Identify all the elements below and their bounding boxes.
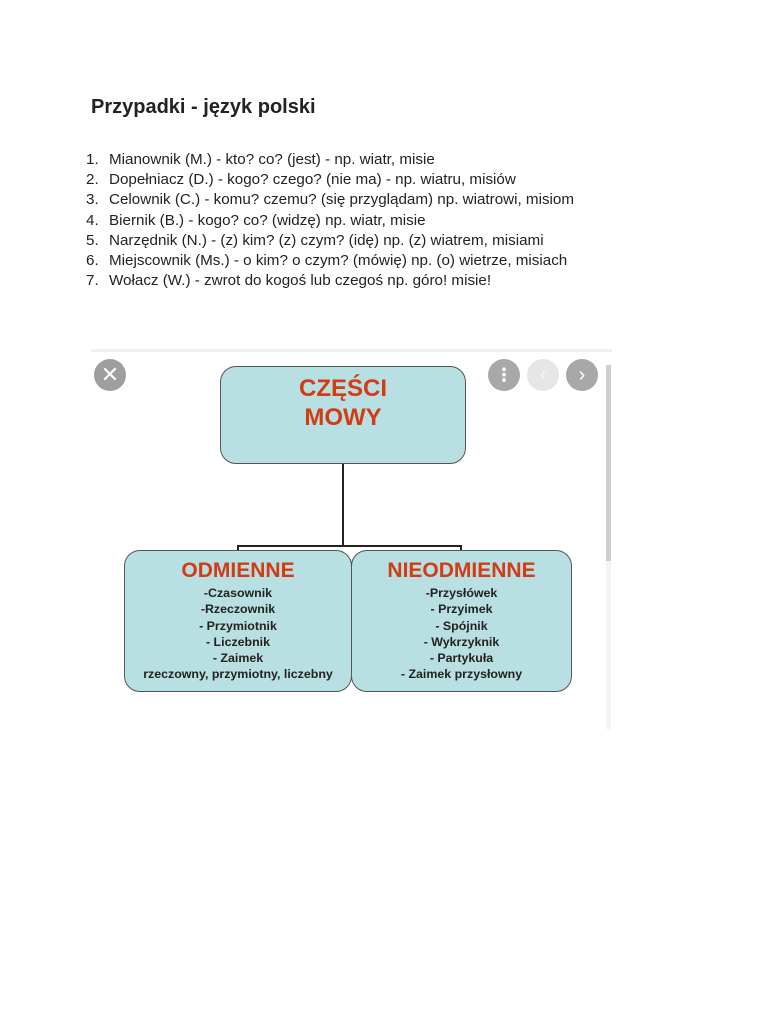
list-item [86,271,574,291]
list-text: Narzędnik (N.) - (z) kim? (z) czym? (idę) np. (z) wiatrem, misiami [109,231,544,249]
right-branch-list [352,585,571,683]
list-item: - Partykuła [429,651,494,666]
list-item [86,170,574,190]
list-number: 6. [86,252,99,270]
previous-arrow-icon[interactable]: ‹ [527,359,559,391]
list-item [86,150,574,170]
list-item: - Zaimek [212,651,264,666]
list-number: 4. [86,211,99,229]
close-icon[interactable]: ✕ [94,359,126,391]
list-text: Wołacz (W.) - zwrot do kogoś lub czegoś np. góro! misie! [109,272,492,290]
diagram-left-box [124,550,352,692]
right-branch-title: NIEODMIENNE [387,559,536,582]
list-text: Mianownik (M.) - kto? co? (jest) - np. wiatr, misie [109,151,435,168]
list-item: - Przymiotnik [199,618,277,633]
scrollbar-thumb[interactable] [606,365,611,561]
list-item: - Zaimek przysłowny [400,667,523,682]
list-item: rzeczowny, przymiotny, liczebny [143,667,333,682]
list-text: Miejscownik (Ms.) - o kim? o czym? (mówię) np. (o) wietrze, misiach [109,252,568,270]
left-branch-title: ODMIENNE [181,559,295,582]
cases-list [86,150,574,291]
list-text: Celownik (C.) - komu? czemu? (się przyglądam) np. wiatrowi, misiom [109,191,575,209]
list-number: 5. [86,231,99,249]
list-text: Dopełniacz (D.) - kogo? czego? (nie ma) - np. wiatru, misiów [109,171,516,189]
list-item [86,190,574,210]
list-item [86,251,574,271]
list-number: 3. [86,191,99,209]
left-branch-list [125,585,351,683]
list-number: 7. [86,272,99,290]
connector-line [237,545,462,547]
list-item: - Przyimek [430,602,493,617]
list-item: -Rzeczownik [200,602,276,617]
diagram-root-title: CZĘŚCI MOWY [298,375,387,431]
list-number: 1. [86,151,99,168]
page-title: Przypadki - język polski [91,96,316,118]
more-options-icon[interactable]: ⋮ [488,359,520,391]
next-arrow-icon[interactable]: › [566,359,598,391]
list-item: -Czasownik [203,586,273,600]
list-item [86,211,574,231]
diagram-root-box [220,366,466,464]
diagram-right-box [351,550,572,692]
list-item [86,231,574,251]
viewer-divider [91,349,612,352]
list-item: - Spójnik [435,618,488,633]
list-item: -Przysłówek [425,586,498,600]
connector-line [342,464,344,546]
list-item: - Liczebnik [205,634,271,649]
list-text: Biernik (B.) - kogo? co? (widzę) np. wiatr, misie [109,211,426,229]
list-item: - Wykrzyknik [423,634,500,649]
list-number: 2. [86,171,99,189]
